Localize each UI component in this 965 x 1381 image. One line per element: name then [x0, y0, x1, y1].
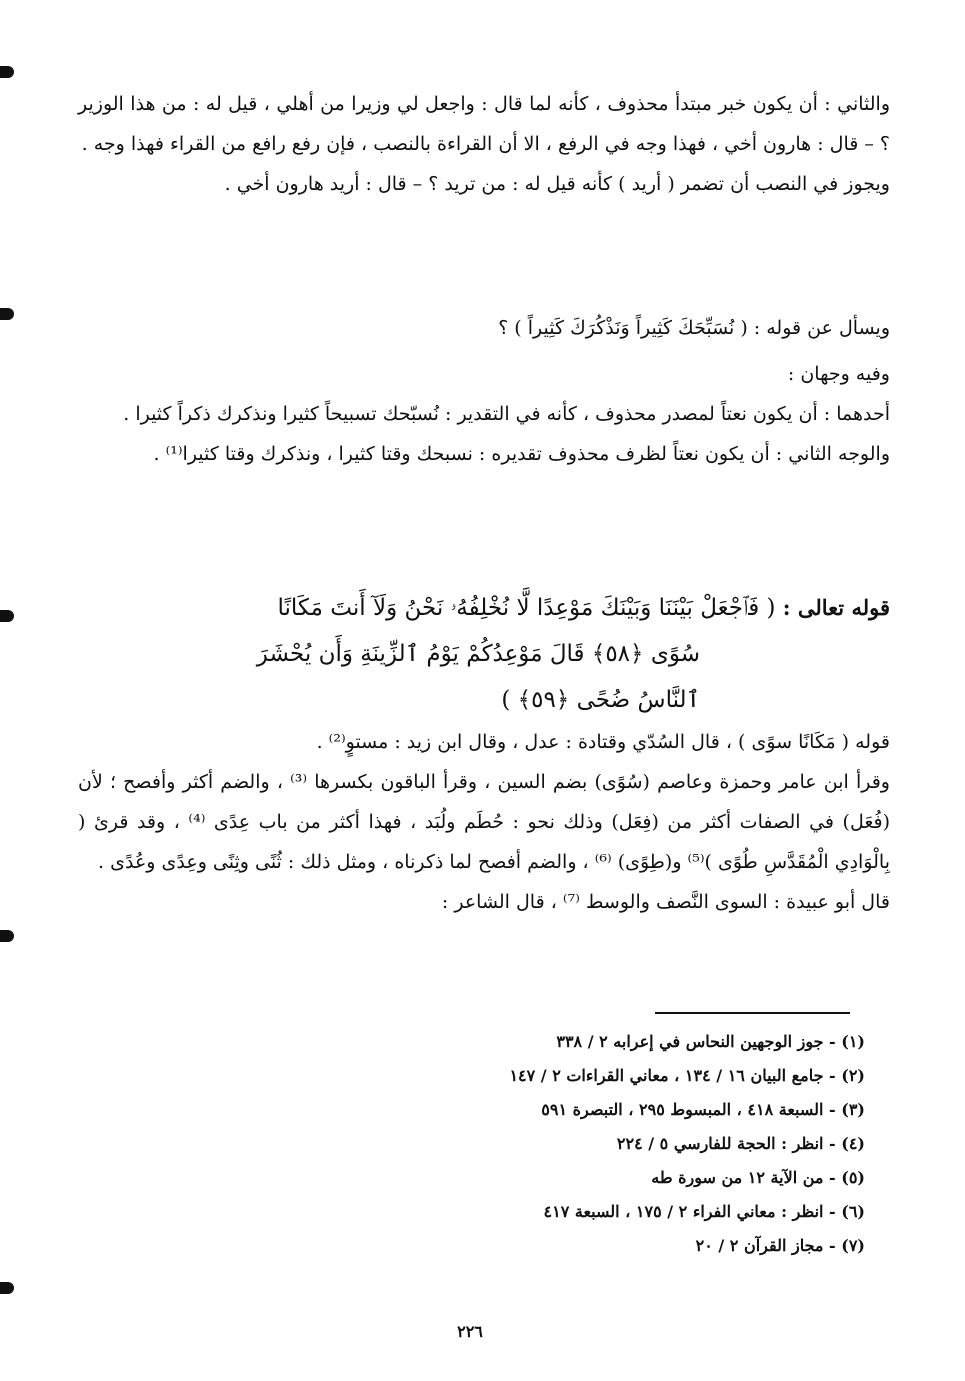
binding-mark: [0, 308, 14, 320]
paragraph: قوله ( مَكَانًا سوًى ) ، قال السُدّي وقتادة : عدل ، وقال ابن زيد : مستوٍ⁽²⁾ .: [316, 731, 890, 753]
paragraph: والثاني : أن يكون خبر مبتدأ محذوف ، كأنه لما قال : واجعل لي وزيرا من أهلي ، قيل له : من هذا الوزير ؟ – قال : هارون أخي ، فهذا وجه في الرفع ، الا أن القراءة بالنصب ، فإن رفع رافع من القراء فهذا وجه .: [78, 93, 890, 155]
footnotes: [300, 1025, 865, 1263]
footnote: (٥) - من الآية ١٢ من سورة طه: [651, 1168, 865, 1187]
quran-line-2: [210, 631, 890, 723]
paragraph: ويسأل عن قوله : ( نُسَبِّحَكَ كَثِيراً وَنَذْكُرَكَ كَثِيراً ) ؟: [498, 317, 890, 339]
footnote: (٦) - انظر : معاني الفراء ٢ / ١٧٥ ، السبعة ٤١٧: [543, 1202, 865, 1221]
paragraph: أحدهما : أن يكون نعتاً لمصدر محذوف ، كأنه في التقدير : نُسبّحك تسبيحاً كثيرا ونذكرك ذكراً كثيرا .: [123, 403, 890, 425]
paragraph: وقرأ ابن عامر وحمزة وعاصم (سُوًى) بضم السين ، وقرأ الباقون بكسرها ⁽³⁾ ، والضم أكثر وأفصح ؛ لأن (فُعَل) في الصفات أكثر من (فِعَل) وذلك نحو : حُطَم ولُبَد ، فهذا أكثر من باب عِدًى ⁽⁴⁾ ، وقد قرئ ( بِالْوَادِي الْمُقَدَّسِ طُوًى )⁽⁵⁾ و(طِوًى) ⁽⁶⁾ ، والضم أفصح لما ذكرناه ، ومثل ذلك : ثُنًى وثِنًى وعِدًى وعُدًى .: [78, 771, 890, 873]
paragraph: والوجه الثاني : أن يكون نعتاً لظرف محذوف تقديره : نسبحك وقتا كثيرا ، ونذكرك وقتا كثيرا⁽¹⁾ .: [153, 443, 890, 465]
binding-mark: [0, 1282, 14, 1294]
footnote: (١) - جوز الوجهين النحاس في إعرابه ٢ / ٣٣٨: [556, 1032, 865, 1051]
verse-text: ( فَٱجْعَلْ بَيْنَنَا وَبَيْنَكَ مَوْعِدًا لَّا نُخْلِفُهُۥ نَحْنُ وَلَآ أَنتَ مَكَانًا: [277, 595, 776, 621]
quran-verse-block: [210, 585, 890, 723]
verse-text: سُوًى ﴿٥٨﴾ قَالَ مَوْعِدُكُمْ يَوْمُ ٱلزِّينَةِ وَأَن يُحْشَرَ ٱلنَّاسُ ضُحًى ﴿٥٩﴾ ): [256, 641, 700, 713]
footnote: (٤) - انظر : الحجة للفارسي ٥ / ٢٢٤: [616, 1134, 865, 1153]
footnote-separator: [655, 1012, 850, 1014]
page-number: ٢٢٦: [457, 1322, 483, 1341]
verse-intro: قوله تعالى :: [782, 595, 890, 620]
text-block-bottom: [78, 722, 890, 922]
binding-mark: [0, 66, 14, 78]
paragraph: ويجوز في النصب أن تضمر ( أريد ) كأنه قيل له : من تريد ؟ – قال : أريد هارون أخي .: [224, 173, 890, 195]
binding-mark: [0, 610, 14, 622]
quran-line-1: [210, 585, 890, 631]
text-block-middle: [78, 308, 890, 474]
paragraph: وفيه وجهان :: [787, 363, 890, 385]
paragraph: قال أبو عبيدة : السوى النَّصف والوسط ⁽⁷⁾ ، قال الشاعر :: [441, 891, 890, 913]
footnote: (٢) - جامع البيان ١٦ / ١٣٤ ، معاني القراءات ٢ / ١٤٧: [509, 1066, 865, 1085]
footnote: (٣) - السبعة ٤١٨ ، المبسوط ٢٩٥ ، التبصرة ٥٩١: [541, 1100, 865, 1119]
footnote: (٧) - مجاز القرآن ٢ / ٢٠: [695, 1236, 865, 1255]
text-block-top: [78, 84, 890, 204]
binding-mark: [0, 930, 14, 942]
